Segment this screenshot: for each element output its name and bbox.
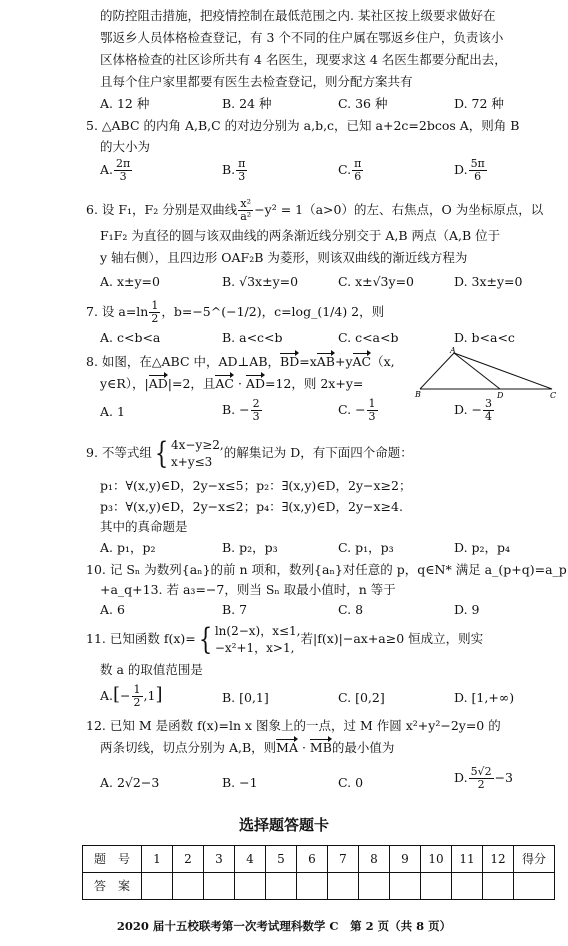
- card-row-answers: [83, 873, 555, 900]
- card-answer-cell[interactable]: [390, 873, 421, 900]
- card-num-5: 5: [266, 846, 297, 873]
- q6-option-d: D. 3x±y=0: [454, 274, 523, 289]
- card-row2-label: 答 案: [83, 873, 142, 900]
- q5-option-b: B. $\frac{\pi}{3}$: [222, 157, 246, 183]
- card-answer-cell[interactable]: [297, 873, 328, 900]
- card-score-cell[interactable]: [514, 873, 555, 900]
- q12-line2: 两条切线，切点分别为 A,B，则MA · MB的最小值为: [100, 738, 394, 758]
- card-answer-cell[interactable]: [421, 873, 452, 900]
- card-answer-cell[interactable]: [483, 873, 514, 900]
- card-num-11: 11: [452, 846, 483, 873]
- card-num-3: 3: [204, 846, 235, 873]
- q12-line1: 12. 已知 M 是函数 f(x)=ln x 图象上的一点，过 M 作圆 x²+y²−2y=0 的: [86, 718, 501, 733]
- q9-option-b: B. p₂，p₃: [222, 540, 278, 555]
- q7-line1: 7. 设 a=ln $\frac{1}{2}$ ，b=−5^(−1/2)，c=log_(1/4) 2，则: [86, 299, 385, 325]
- q4-option-a: A. 12 种: [100, 96, 150, 111]
- q8-line1: 8. 如图，在△ABC 中，AD⊥AB，BD=xAB+yAC（x,: [86, 352, 395, 372]
- q5-option-d: D. $\frac{5\pi}{6}$: [454, 157, 485, 183]
- q8-triangle-figure: [412, 347, 560, 399]
- q10-option-d: D. 9: [454, 602, 480, 617]
- q11-option-d: D. [1,+∞): [454, 690, 515, 705]
- q11-option-c: C. [0,2]: [338, 690, 385, 705]
- card-answer-cell[interactable]: [359, 873, 390, 900]
- q11-line1: 11. 已知函数 f(x)={ ln(2−x)，x≤1, −x²+1，x>1,若|f(x)|−ax+a≥0 恒成立，则实: [86, 621, 484, 657]
- q9-props-34: p₃：∀(x,y)∈D，2y−x≤2；p₄：∃(x,y)∈D，2y−x≥4.: [100, 499, 403, 514]
- q12-option-b: B. −1: [222, 775, 258, 790]
- q4-line2: 鄂返乡人员体格检查登记，有 3 个不同的住户属在鄂返乡住户，负责该小: [100, 30, 504, 45]
- card-num-6: 6: [297, 846, 328, 873]
- q8-option-d: D. − $\frac{3}{4}$: [454, 397, 492, 423]
- card-answer-cell[interactable]: [235, 873, 266, 900]
- card-num-4: 4: [235, 846, 266, 873]
- card-answer-cell[interactable]: [266, 873, 297, 900]
- q9-option-c: C. p₁，p₃: [338, 540, 394, 555]
- q5-option-a: A. $\frac{2\pi}{3}$: [100, 157, 131, 183]
- q6-line2: F₁F₂ 为直径的圆与该双曲线的两条渐近线分别交于 A,B 两点（A,B 位于: [100, 228, 501, 243]
- card-num-2: 2: [173, 846, 204, 873]
- q4-line4: 且每个住户家里都要有医生去检查登记，则分配方案共有: [100, 74, 413, 89]
- q9-option-a: A. p₁，p₂: [100, 540, 156, 555]
- answer-card-title: 选择题答题卡: [238, 816, 329, 834]
- q10-option-c: C. 8: [338, 602, 364, 617]
- q11-option-a: A.[− $\frac{1}{2}$ ,1]: [100, 683, 163, 709]
- q5-option-c: C. $\frac{\pi}{6}$: [338, 157, 362, 183]
- q8-label-a: A: [450, 347, 456, 355]
- card-answer-cell[interactable]: [204, 873, 235, 900]
- page-footer: 2020 届十五校联考第一次考试理科数学 C 第 2 页（共 8 页）: [116, 919, 452, 933]
- q8-line2: y∈R），|AD|=2，且AC · AD=12，则 2x+y=: [100, 374, 363, 394]
- q5-line1: 5. △ABC 的内角 A,B,C 的对边分别为 a,b,c，已知 a+2c=2bcos A，则角 B: [86, 118, 520, 133]
- q4-option-c: C. 36 种: [338, 96, 388, 111]
- q4-option-d: D. 72 种: [454, 96, 504, 111]
- q7-option-a: A. c<b<a: [100, 330, 161, 345]
- q11-option-b: B. [0,1]: [222, 690, 269, 705]
- card-score-label: 得分: [514, 846, 555, 873]
- q10-line1: 10. 记 Sₙ 为数列{aₙ}的前 n 项和，数列{aₙ}对任意的 p，q∈N* 满足 a_(p+q)=a_p: [86, 562, 567, 577]
- card-num-7: 7: [328, 846, 359, 873]
- q9-props-12: p₁：∀(x,y)∈D，2y−x≤5；p₂：∃(x,y)∈D，2y−x≥2；: [100, 478, 412, 493]
- q4-line3: 区体格检查的社区诊所共有 4 名医生，现要求这 4 名医生都要分配出去，: [100, 52, 507, 67]
- card-num-9: 9: [390, 846, 421, 873]
- q6-line3: y 轴右侧），且四边形 OAF₂B 为菱形，则该双曲线的渐近线方程为: [100, 250, 468, 265]
- card-answer-cell[interactable]: [142, 873, 173, 900]
- q6-option-a: A. x±y=0: [100, 274, 160, 289]
- q12-option-c: C. 0: [338, 775, 364, 790]
- q5-line2: 的大小为: [100, 139, 151, 154]
- q8-option-b: B. − $\frac{2}{3}$: [222, 397, 260, 423]
- q10-line2: +a_q+13. 若 a₃=−7，则当 Sₙ 取最小值时，n 等于: [100, 582, 396, 597]
- q7-option-c: C. c<a<b: [338, 330, 399, 345]
- q6-option-b: B. √3x±y=0: [222, 274, 299, 289]
- card-num-10: 10: [421, 846, 452, 873]
- q6-line1: 6. 设 F₁，F₂ 分别是双曲线 $\frac{\text{x²}}{\text{a²}}$ −y² = 1（a>0）的左、右焦点，O 为坐标原点，以: [86, 197, 544, 223]
- q12-option-d: D. $\frac{5√2}{2}$ −3: [454, 765, 514, 791]
- q7-option-d: D. b<a<c: [454, 330, 515, 345]
- card-answer-cell[interactable]: [328, 873, 359, 900]
- q7-option-b: B. a<c<b: [222, 330, 283, 345]
- card-num-8: 8: [359, 846, 390, 873]
- q8-label-b: B: [415, 390, 421, 399]
- q6-option-c: C. x±√3y=0: [338, 274, 414, 289]
- q8-option-a: A. 1: [100, 404, 125, 419]
- q10-option-a: A. 6: [100, 602, 125, 617]
- q9-line4: 其中的真命题是: [100, 519, 188, 534]
- q9-line1: 9. 不等式组{ 4x−y≥2, x+y≤3的解集记为 D，有下面四个命题：: [86, 435, 413, 471]
- q8-option-c: C. − $\frac{1}{3}$: [338, 397, 376, 423]
- card-row-numbers: [83, 846, 555, 873]
- card-num-12: 12: [483, 846, 514, 873]
- card-answer-cell[interactable]: [452, 873, 483, 900]
- q8-label-c: C: [550, 391, 557, 399]
- q10-option-b: B. 7: [222, 602, 248, 617]
- q4-option-b: B. 24 种: [222, 96, 272, 111]
- card-row1-label: 题 号: [83, 846, 142, 873]
- q11-line2: 数 a 的取值范围是: [100, 662, 203, 677]
- q4-line1: 的防控阻击措施，把疫情控制在最低范围之内. 某社区按上级要求做好在: [100, 8, 496, 23]
- card-answer-cell[interactable]: [173, 873, 204, 900]
- q8-label-d: D: [497, 391, 504, 399]
- card-num-1: 1: [142, 846, 173, 873]
- q9-option-d: D. p₂，p₄: [454, 540, 511, 555]
- answer-card-table: [82, 845, 555, 900]
- q12-option-a: A. 2√2−3: [100, 775, 160, 790]
